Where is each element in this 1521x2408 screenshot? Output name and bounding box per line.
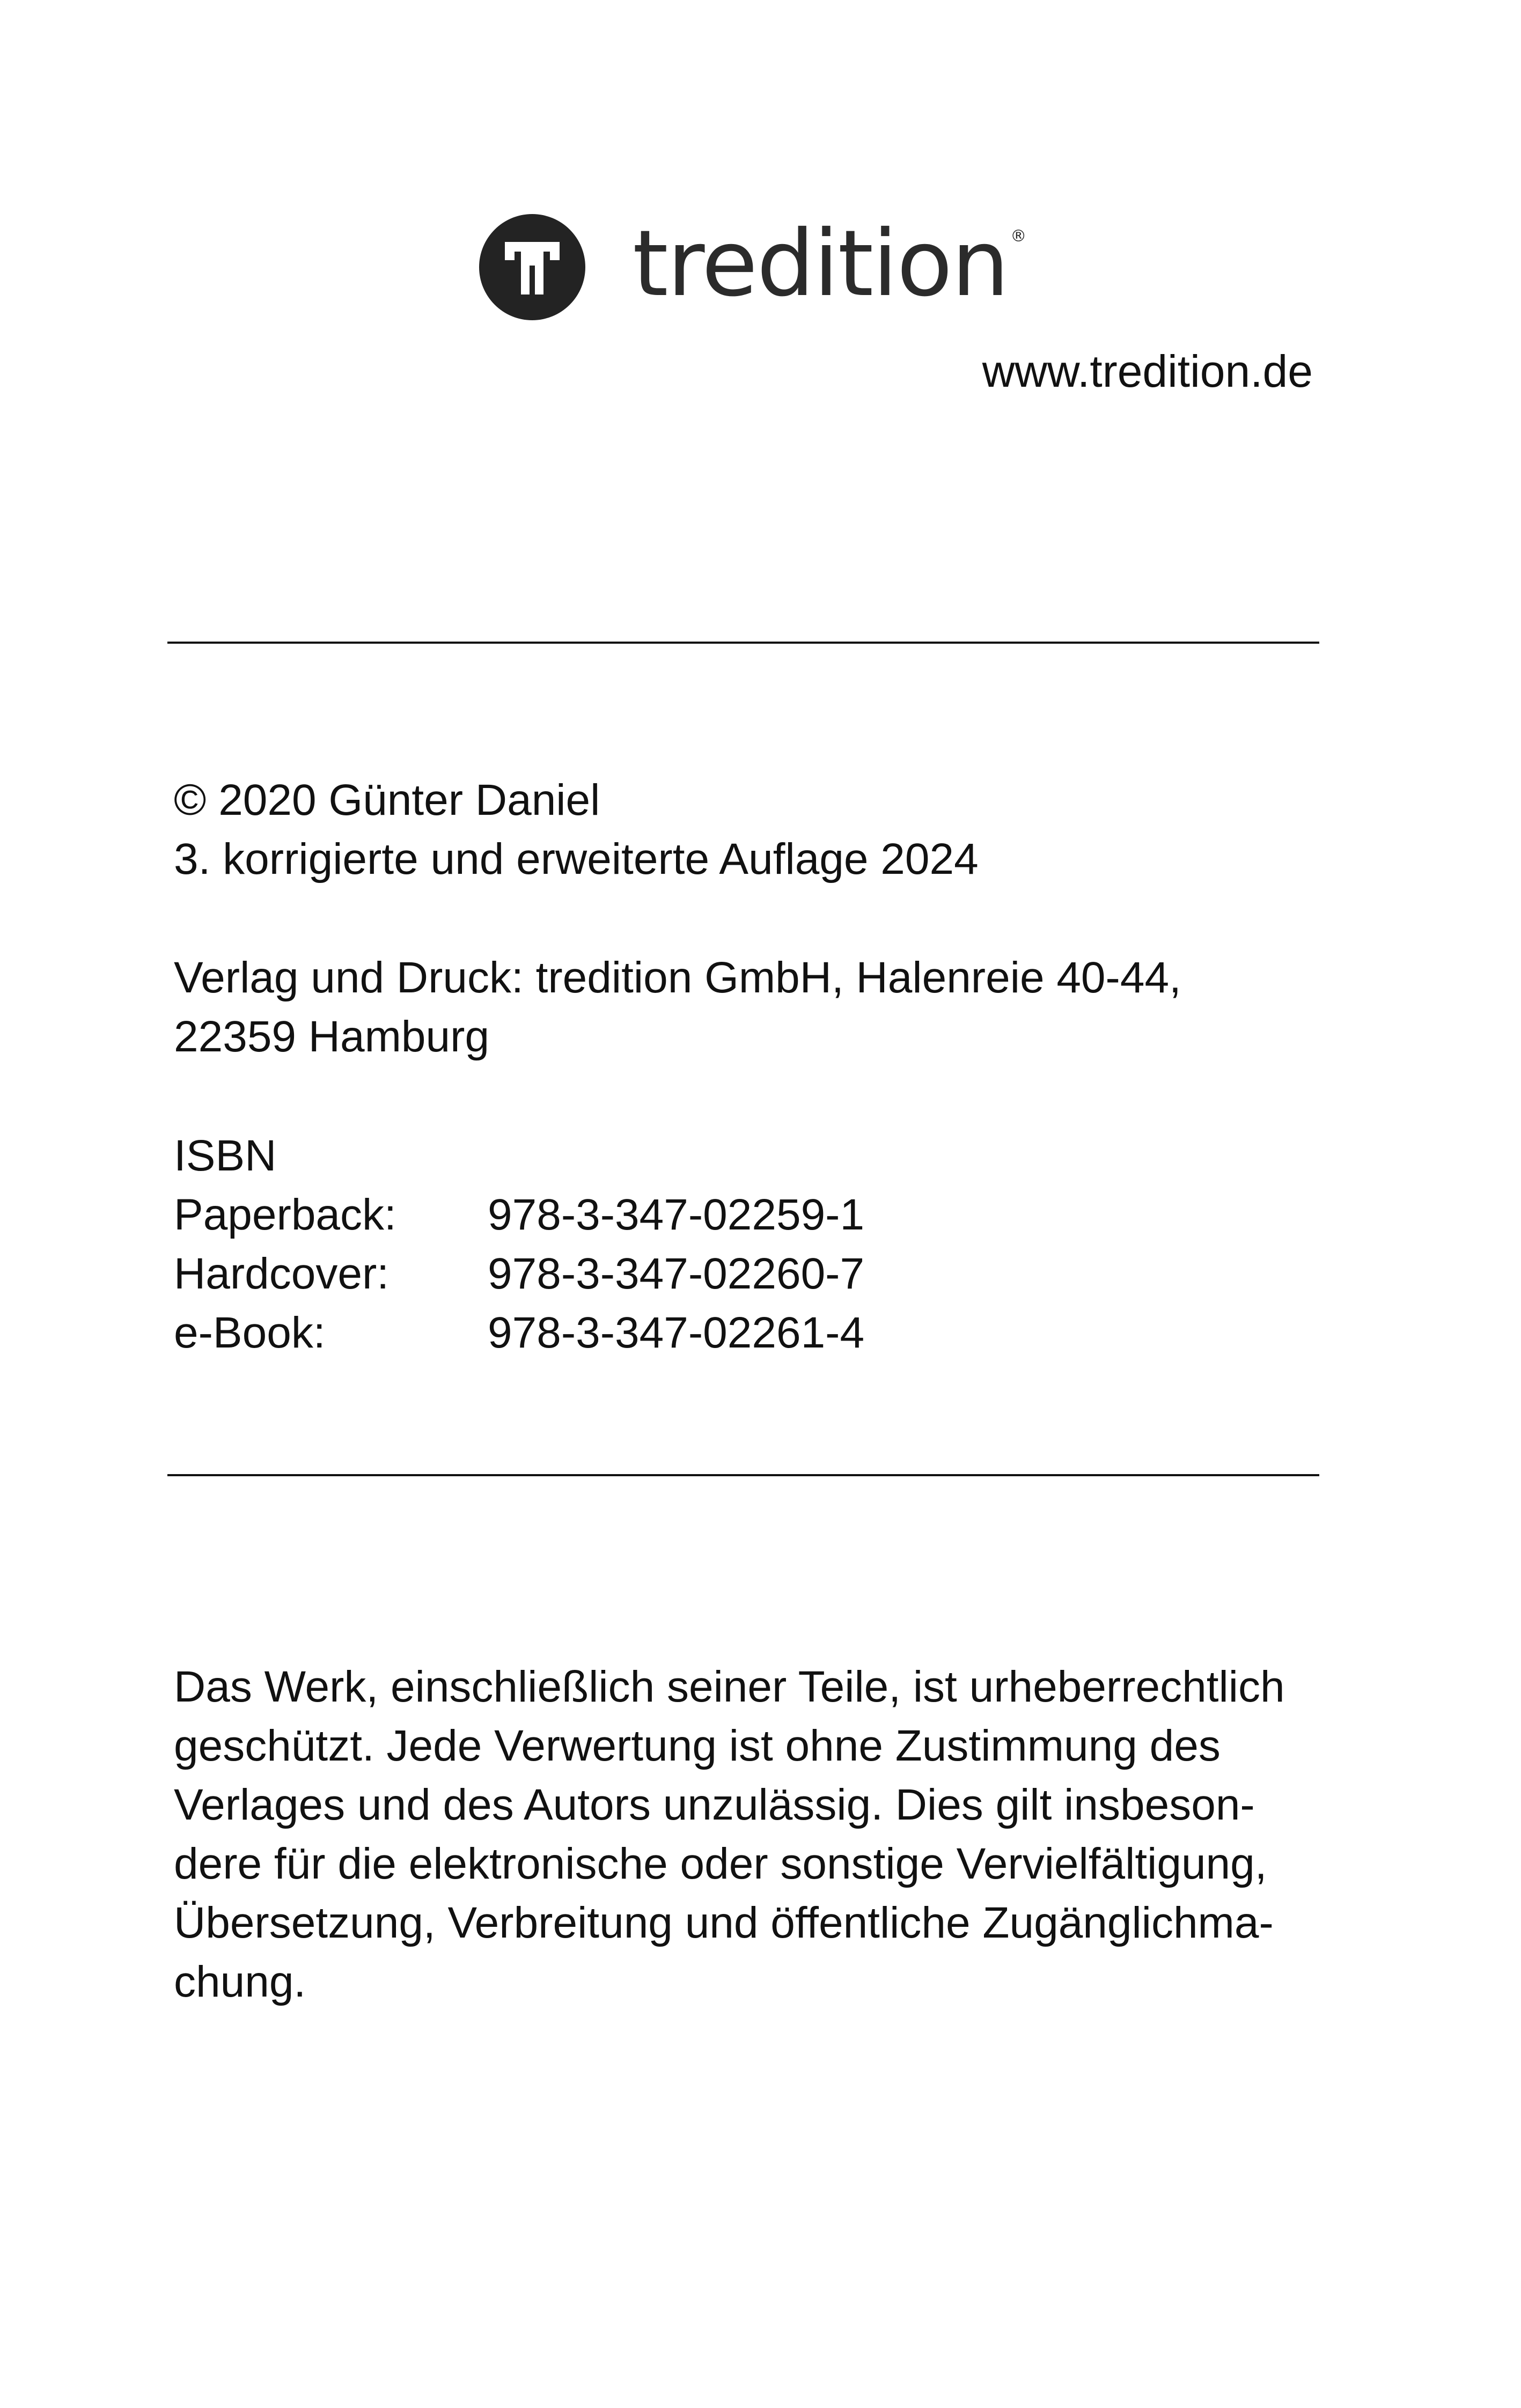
legal-line: dere für die elektronische oder sonstige Vervielfältigung, [174, 1839, 1267, 1888]
copyright-block [174, 771, 979, 889]
legal-line: Verlages und des Autors unzulässig. Dies gilt insbeson- [174, 1780, 1255, 1829]
legal-line: geschützt. Jede Verwertung ist ohne Zustimmung des [174, 1721, 1221, 1770]
legal-line: Übersetzung, Verbreitung und öffentliche Zugänglichma- [174, 1898, 1274, 1947]
publisher-logo [479, 213, 1026, 321]
publisher-website[interactable]: www.tredition.de [982, 346, 1313, 396]
legal-notice [174, 1658, 1333, 2012]
registered-mark: ® [1010, 226, 1027, 246]
legal-line: chung. [174, 1957, 306, 2006]
logo-wordmark: tredition [633, 211, 1009, 317]
isbn-block [174, 1126, 864, 1363]
isbn-row-paperback [174, 1185, 864, 1244]
isbn-value: 978-3-347-02260-7 [488, 1249, 865, 1298]
isbn-row-ebook [174, 1304, 864, 1363]
isbn-heading: ISBN [174, 1131, 277, 1180]
legal-line: Das Werk, einschließlich seiner Teile, ist urheberrechtlich [174, 1662, 1285, 1711]
isbn-row-hardcover [174, 1244, 864, 1304]
isbn-label: e-Book: [174, 1308, 326, 1357]
isbn-label: Hardcover: [174, 1249, 390, 1298]
publisher-line: Verlag und Druck: tredition GmbH, Halenreie 40-44, [174, 953, 1181, 1002]
isbn-value: 978-3-347-02259-1 [488, 1190, 865, 1239]
copyright-line: © 2020 Günter Daniel [174, 776, 600, 824]
divider-bottom [167, 1474, 1319, 1476]
publisher-address-line: 22359 Hamburg [174, 1012, 490, 1061]
edition-line: 3. korrigierte und erweiterte Auflage 2024 [174, 835, 979, 883]
publisher-block [174, 948, 1181, 1066]
tredition-logo-icon [479, 214, 585, 320]
isbn-label: Paperback: [174, 1190, 396, 1239]
isbn-value: 978-3-347-02261-4 [488, 1308, 865, 1357]
divider-top [167, 642, 1319, 644]
